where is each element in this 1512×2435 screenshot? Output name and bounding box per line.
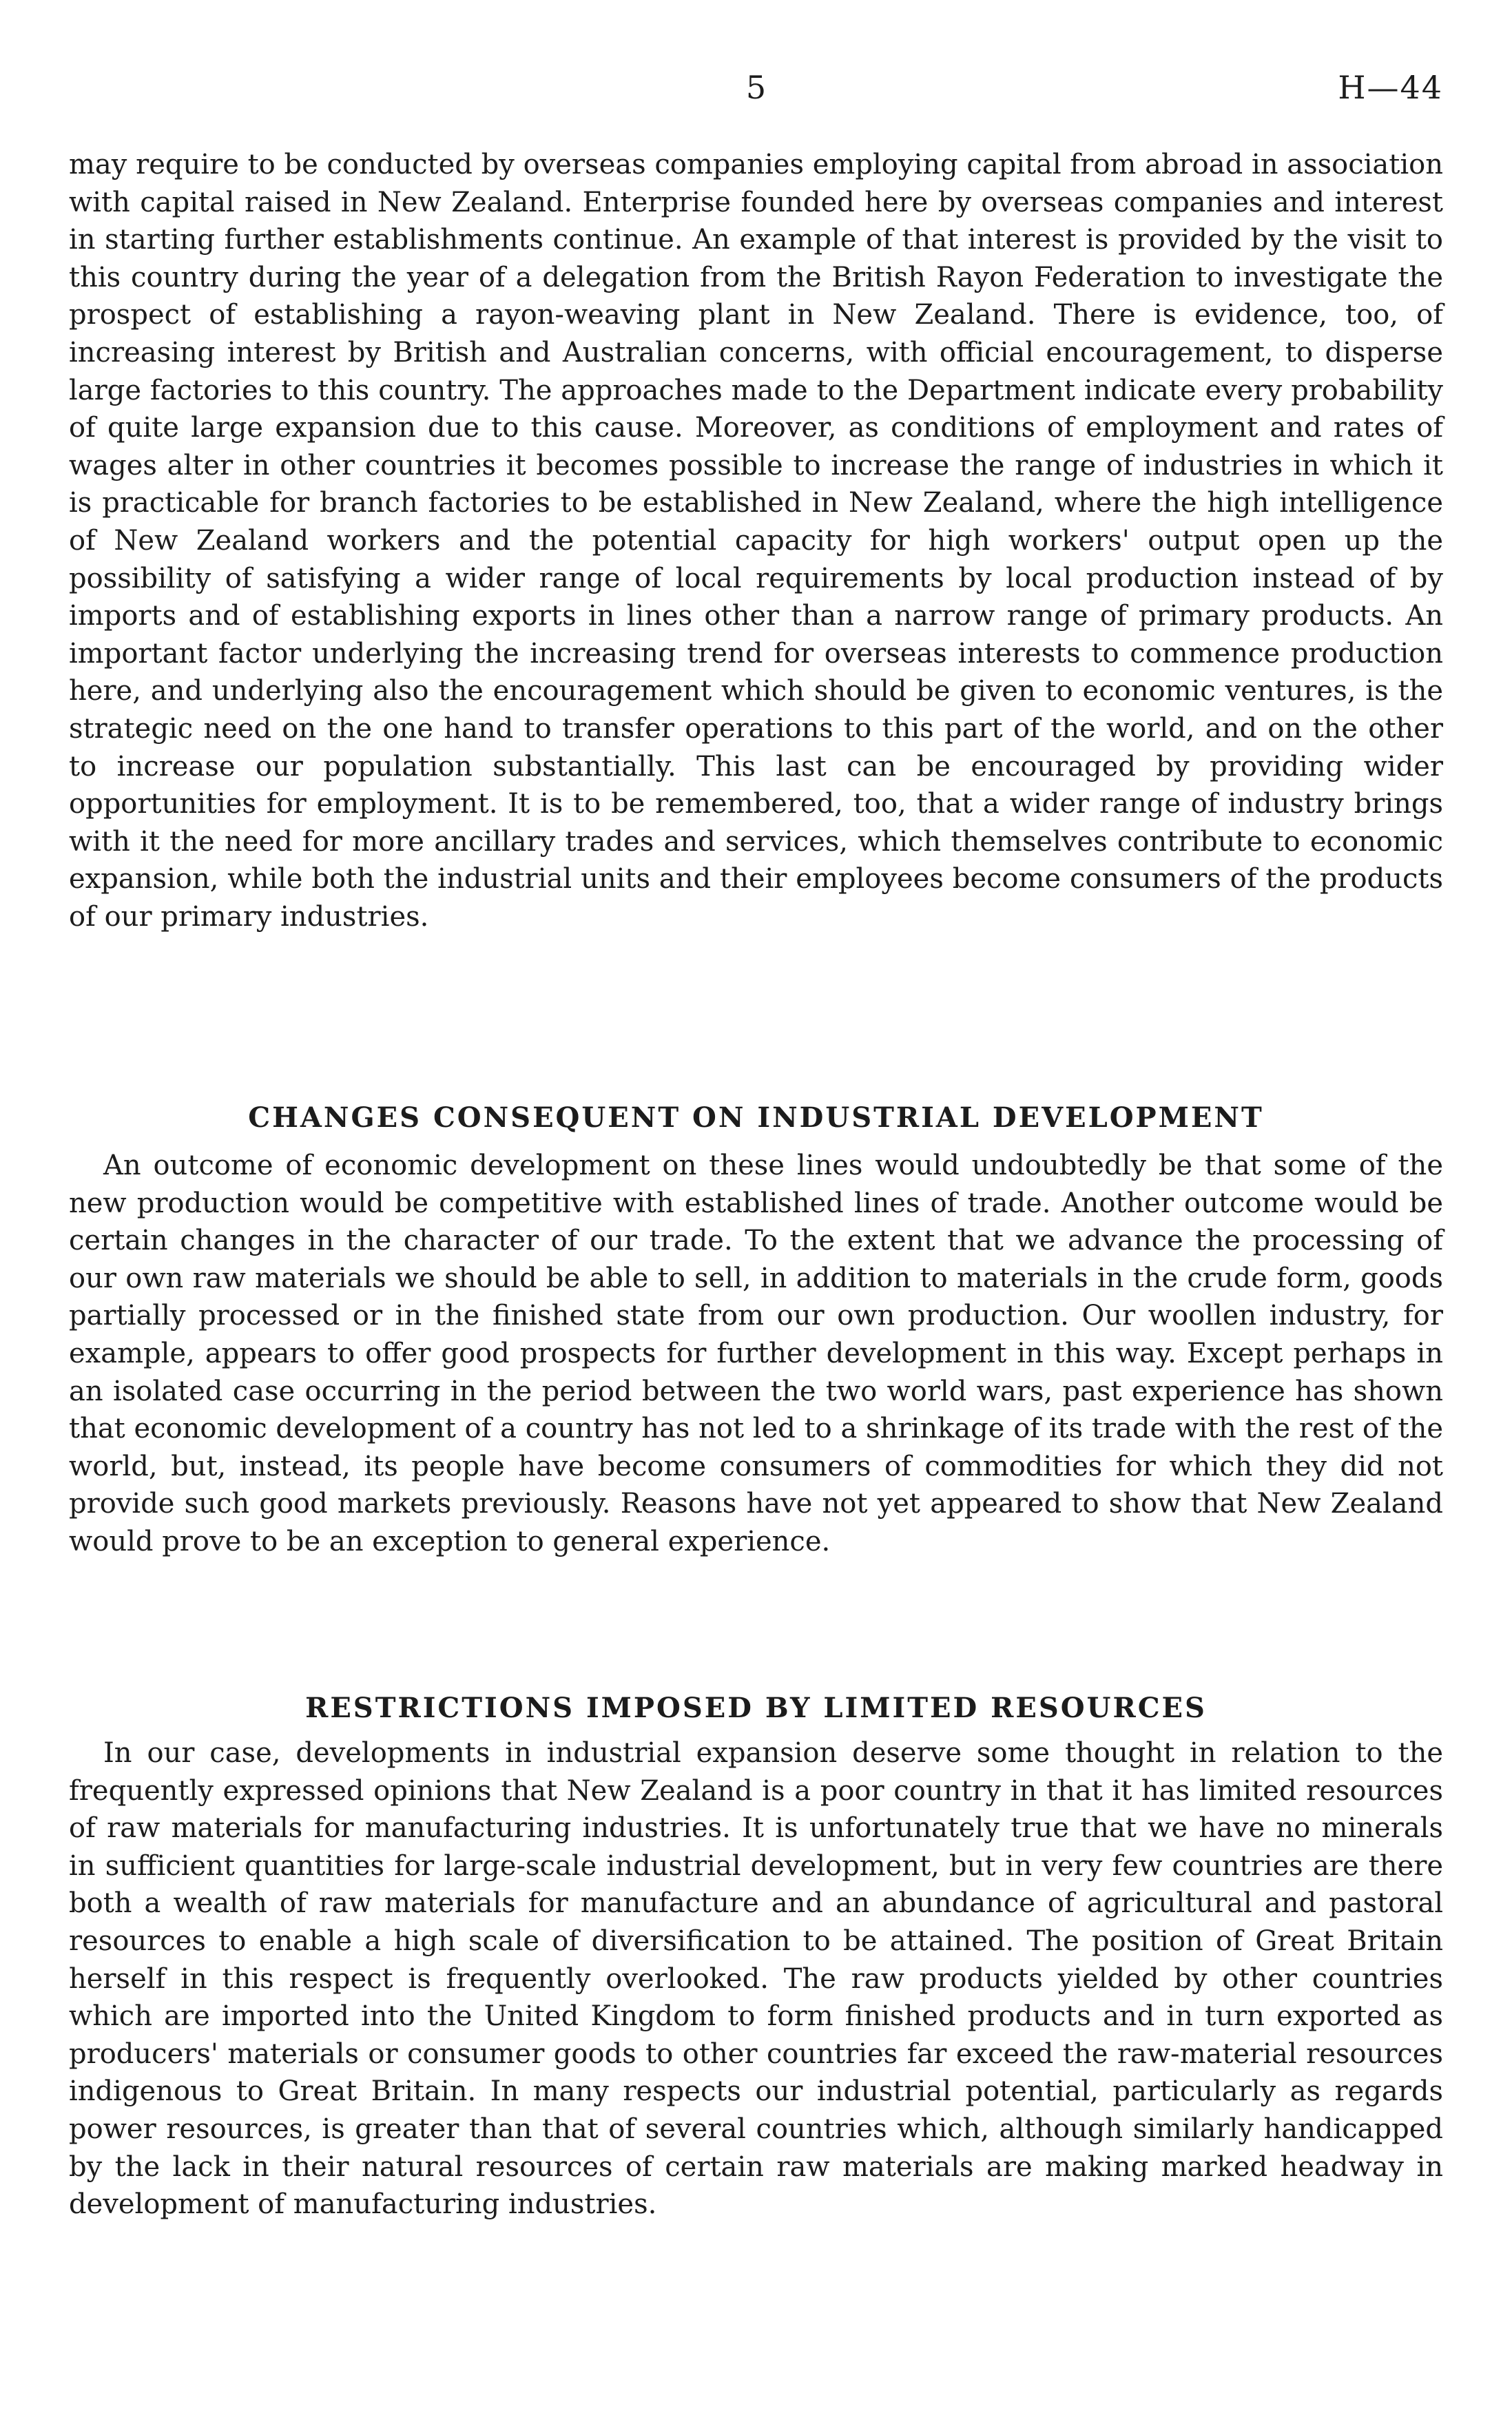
- section-heading-restrictions: RESTRICTIONS IMPOSED BY LIMITED RESOURCES: [305, 1692, 1207, 1724]
- intro-paragraph: may require to be conducted by overseas companies employing capital from abroad in association with capital raised in New Zealand. Enterprise founded here by overseas companies and interest in starting further establishments continue. An example of that interest is provided by the visit to this country during the year of a delegation from the British Rayon Federation to investigate the prospect of establishing a rayon-weaving plant in New Zealand. There is evidence, too, of increasing interest by British and Australian concerns, with official encouragement, to disperse large factories to this country. The approaches made to the Department indicate every probability of quite large expansion due to this cause. Moreover, as conditions of employment and rates of wages alter in other countries it becomes possible to increase the range of industries in which it is practicable for branch factories to be established in New Zealand, where the high intelligence of New Zealand workers and the potential capacity for high workers' output open up the possibility of satisfying a wider range of local requirements by local production instead of by imports and of establishing exports in lines other than a narrow range of primary products. An important factor underlying the increasing trend for overseas interests to commence production here, and underlying also the encouragement which should be given to economic ventures, is the strategic need on the one hand to transfer operations to this part of the world, and on the other to increase our population substantially. This last can be encouraged by providing wider opportunities for employment. It is to be remembered, too, that a wider range of industry brings with it the need for more ancillary trades and services, which themselves contribute to economic expansion, while both the industrial units and their employees become consumers of the products of our primary industries.: [69, 149, 1443, 933]
- document-reference: H—44: [1338, 69, 1443, 106]
- section-heading-changes: CHANGES CONSEQUENT ON INDUSTRIAL DEVELOPMENT: [248, 1101, 1264, 1134]
- page-number: 5: [745, 69, 767, 106]
- restrictions-paragraph: In our case, developments in industrial expansion deserve some thought in relation to the frequently expressed opinions that New Zealand is a poor country in that it has limited resources of raw materials for manufacturing industries. It is unfortunately true that we have no minerals in sufficient quantities for large-scale industrial development, but in very few countries are there both a wealth of raw materials for manufacture and an abundance of agricultural and pastoral resources to enable a high scale of diversification to be attained. The position of Great Britain herself in this respect is frequently overlooked. The raw products yielded by other countries which are imported into the United Kingdom to form finished products and in turn exported as producers' materials or consumer goods to other countries far exceed the raw-material resources indigenous to Great Britain. In many respects our industrial potential, particularly as regards power resources, is greater than that of several countries which, although similarly handicapped by the lack in their natural resources of certain raw materials are making marked headway in development of manufacturing industries.: [69, 1737, 1443, 2221]
- page-header: [69, 63, 1443, 112]
- changes-paragraph: An outcome of economic development on these lines would undoubtedly be that some of the new production would be competitive with established lines of trade. Another outcome would be certain changes in the character of our trade. To the extent that we advance the processing of our own raw materials we should be able to sell, in addition to materials in the crude form, goods partially processed or in the finished state from our own production. Our woollen industry, for example, appears to offer good prospects for further development in this way. Except perhaps in an isolated case occurring in the period between the two world wars, past experience has shown that economic development of a country has not led to a shrinkage of its trade with the rest of the world, but, instead, its people have become consumers of commodities for which they did not provide such good markets previously. Reasons have not yet appeared to show that New Zealand would prove to be an exception to general experience.: [69, 1150, 1443, 1557]
